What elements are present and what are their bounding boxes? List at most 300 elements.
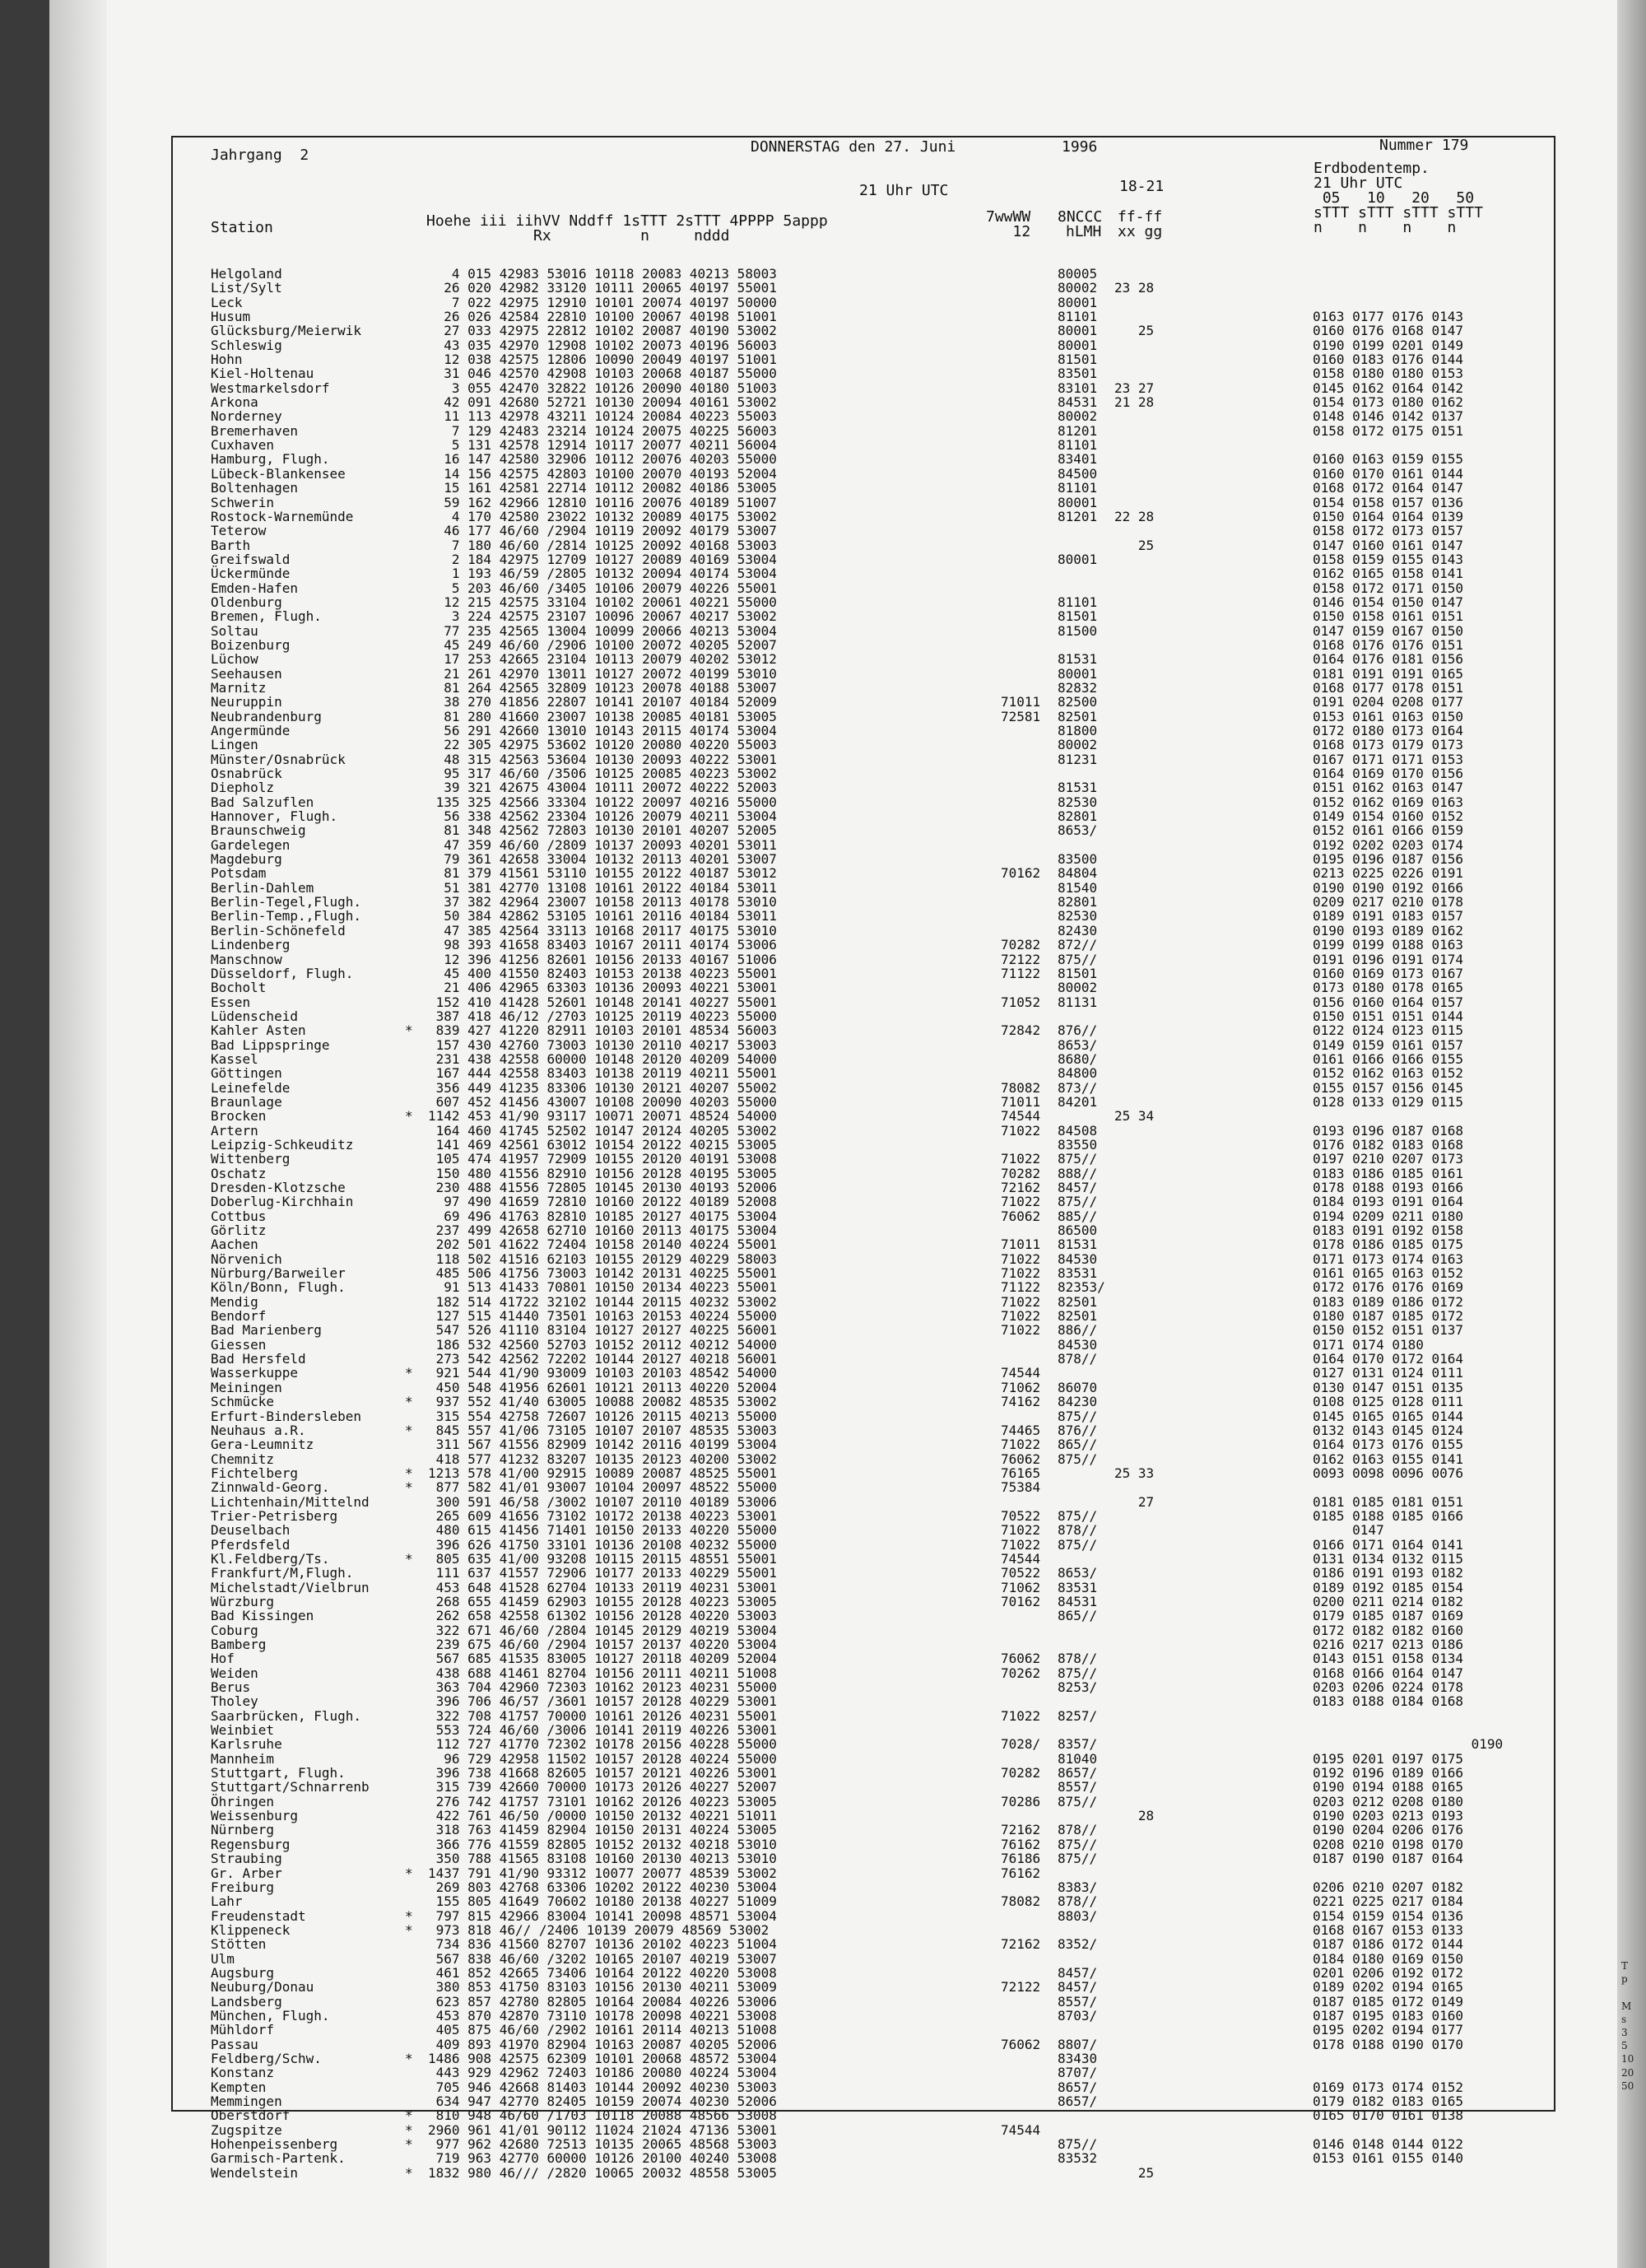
wind-gust: 22 28 (1114, 508, 1155, 524)
soil-temperatures: 0166 0171 0164 0141 (1313, 1536, 1464, 1553)
synop-codes: 37 382 42964 23007 10158 20113 40178 53010 (428, 894, 777, 910)
synop-codes: 81 280 41660 23007 10138 20085 40181 53005 (428, 708, 777, 724)
cloud-group: 886// (1058, 1322, 1098, 1339)
wind-gust: 25 (1114, 537, 1155, 553)
soil-temperatures: 0161 0165 0163 0152 (1313, 1265, 1464, 1282)
station-name: Mühldorf (211, 2022, 275, 2038)
weather-group: 72842 (1001, 1022, 1041, 1039)
cloud-group: 86500 (1058, 1222, 1098, 1239)
cloud-group: 84800 (1058, 1065, 1098, 1082)
soil-temperatures: 0158 0159 0155 0143 (1313, 551, 1464, 567)
synop-codes: 734 836 41560 82707 10136 20102 40223 51004 (428, 1936, 777, 1953)
synop-codes: 322 708 41757 70000 10161 20126 40231 55001 (428, 1707, 777, 1724)
soil-temperatures: 0208 0210 0198 0170 (1313, 1836, 1464, 1852)
soil-temperatures: 0150 0164 0164 0139 (1313, 508, 1464, 524)
soil-temperatures: 0154 0159 0154 0136 (1313, 1907, 1464, 1924)
synop-codes: 387 418 46/12 /2703 10125 20119 40223 55000 (428, 1008, 777, 1024)
station-name: Lüdenscheid (211, 1008, 298, 1024)
soil-temperatures: 0221 0225 0217 0184 (1313, 1893, 1464, 1910)
station-name: Klippeneck (211, 1921, 291, 1938)
soil-temperatures: 0190 0204 0206 0176 (1313, 1822, 1464, 1838)
soil-temperatures: 0147 0160 0161 0147 (1313, 537, 1464, 553)
soil-temperatures: 0160 0170 0161 0144 (1313, 465, 1464, 482)
synop-codes: 380 853 41750 83103 10156 20130 40211 53009 (428, 1979, 777, 1996)
cloud-group: 8803/ (1058, 1907, 1098, 1924)
weather-group: 70282 (1001, 1165, 1041, 1181)
synop-codes: 46 177 46/60 /2904 10119 20092 40179 53007 (428, 523, 777, 539)
soil-temperatures: 0168 0177 0178 0151 (1313, 679, 1464, 696)
cloud-group: 82501 (1058, 1308, 1098, 1325)
soil-temperatures: 0187 0195 0183 0160 (1313, 2007, 1464, 2024)
soil-temperatures: 0187 0186 0172 0144 (1313, 1936, 1464, 1953)
synop-codes: 155 805 41649 70602 10180 20138 40227 51009 (428, 1893, 777, 1910)
soil-temperatures: 0161 0166 0166 0155 (1313, 1050, 1464, 1067)
station-name: Gardelegen (211, 836, 291, 853)
soil-temperatures: 0153 0161 0155 0140 (1313, 2150, 1464, 2167)
weather-group: 75384 (1001, 1479, 1041, 1496)
synop-codes: 81 264 42565 32809 10123 20078 40188 53007 (428, 679, 777, 696)
wind-period: 18-21 (1119, 178, 1165, 195)
synop-codes: 26 026 42584 22810 10100 20067 40198 51001 (428, 309, 777, 325)
synop-codes: 118 502 41516 62103 10155 20129 40229 58003 (428, 1250, 777, 1267)
soil-temperatures: 0203 0212 0208 0180 (1313, 1793, 1464, 1809)
wind-gust-subheader: xx gg (1118, 223, 1163, 240)
synop-codes: 47 385 42564 33113 10168 20117 40175 53010 (428, 922, 777, 938)
margin-fragment: 3 (1621, 2026, 1628, 2038)
cloud-group: 80001 (1058, 551, 1098, 567)
station-name: Westmarkelsdorf (211, 380, 330, 396)
wind-gust: 25 (1114, 2164, 1155, 2181)
synop-codes: 607 452 41456 43007 10108 20090 40203 55000 (428, 1093, 777, 1110)
soil-temperatures: 0190 0193 0189 0162 (1313, 922, 1464, 938)
cloud-group: 875// (1058, 1194, 1098, 1210)
station-name: Ückermünde (211, 566, 291, 582)
synop-codes: 453 648 41528 62704 10133 20119 40231 53001 (428, 1579, 777, 1595)
cloud-group: 84230 (1058, 1394, 1098, 1410)
station-name: Freiburg (211, 1879, 275, 1895)
station-name: Schmücke (211, 1394, 275, 1410)
soil-temperatures: 0192 0202 0203 0174 (1313, 836, 1464, 853)
cloud-group: 83501 (1058, 366, 1098, 382)
wind-gust: 25 34 (1114, 1108, 1155, 1125)
station-name: Angermünde (211, 723, 291, 738)
cloud-group: 83531 (1058, 1265, 1098, 1282)
synop-codes: 839 427 41220 82911 10103 20101 48534 56003 (428, 1022, 777, 1039)
station-name: Potsdam (211, 865, 267, 882)
station-name: Bremen, Flugh. (211, 608, 322, 625)
cloud-group: 81201 (1058, 508, 1098, 524)
station-name: Doberlug-Kirchhain (211, 1194, 354, 1210)
weather-group: 70282 (1001, 937, 1041, 953)
wind-gust: 23 28 (1114, 280, 1155, 296)
synop-codes: 152 410 41428 52601 10148 20141 40227 55001 (428, 994, 777, 1010)
synop-codes: 105 474 41957 72909 10155 20120 40191 53008 (428, 1151, 777, 1167)
cloud-group: 80002 (1058, 280, 1098, 296)
soil-temperatures: 0154 0173 0180 0162 (1313, 394, 1464, 411)
synop-codes: 27 033 42975 22812 10102 20087 40190 53002 (428, 323, 777, 339)
cloud-group: 875// (1058, 2136, 1098, 2153)
station-name: München, Flugh. (211, 2007, 330, 2024)
soil-temperatures: 0194 0209 0211 0180 (1313, 1208, 1464, 1224)
synop-codes: 111 637 41557 72906 10177 20133 40229 55001 (428, 1565, 777, 1581)
weather-group: 72162 (1001, 1822, 1041, 1838)
margin-fragment: 50 (1621, 2079, 1634, 2092)
weather-group: 72122 (1001, 951, 1041, 967)
synop-codes: 21 261 42970 13011 10127 20072 40199 53010 (428, 665, 777, 682)
synop-codes: 12 396 41256 82601 10156 20133 40167 51006 (428, 951, 777, 967)
mountain-marker: * (405, 1907, 413, 1924)
weather-group: 72162 (1001, 1936, 1041, 1953)
cloud-group: 80001 (1058, 337, 1098, 353)
station-name: Gr. Arber (211, 1865, 282, 1881)
weather-group: 72162 (1001, 1180, 1041, 1195)
mountain-marker: * (405, 2050, 413, 2066)
soil-temperatures: 0203 0206 0224 0178 (1313, 1679, 1464, 1696)
cloud-group: 81531 (1058, 1236, 1098, 1253)
soil-temperatures: 0168 0167 0153 0133 (1313, 1921, 1464, 1938)
synop-codes: 443 929 42962 72403 10186 20080 40224 53004 (428, 2065, 777, 2081)
cloud-group: 8557/ (1058, 1779, 1098, 1795)
station-name: Emden-Hafen (211, 580, 298, 596)
soil-temperatures: 0190 0203 0213 0193 (1313, 1808, 1464, 1824)
weather-group: 71022 (1001, 1308, 1041, 1325)
station-name: Glücksburg/Meierwik (211, 323, 362, 339)
soil-temperatures: 0158 0172 0173 0157 (1313, 523, 1464, 539)
soil-temperatures: 0160 0176 0168 0147 (1313, 323, 1464, 339)
cloud-group: 83531 (1058, 1579, 1098, 1595)
binding-gutter (49, 0, 107, 2268)
station-name: Freudenstadt (211, 1907, 306, 1924)
station-name: Görlitz (211, 1222, 267, 1239)
synop-codes: 7 129 42483 23214 10124 20075 40225 56003 (428, 422, 777, 439)
cloud-group: 80002 (1058, 737, 1098, 753)
synop-codes: 42 091 42680 52721 10130 20094 40161 53002 (428, 394, 777, 411)
cloud-group: 885// (1058, 1208, 1098, 1224)
synop-codes: 422 761 46/50 /0000 10150 20132 40221 51011 (428, 1808, 777, 1824)
cloud-group: 875// (1058, 1151, 1098, 1167)
synop-codes: 311 567 41556 82909 10142 20116 40199 53004 (428, 1437, 777, 1453)
weather-group: 76062 (1001, 1208, 1041, 1224)
synop-codes: 265 609 41656 73102 10172 20138 40223 53001 (428, 1507, 777, 1524)
soil-temperatures: 0164 0176 0181 0156 (1313, 651, 1464, 668)
mountain-marker: * (405, 1479, 413, 1496)
synop-codes: 202 501 41622 72404 10158 20140 40224 55001 (428, 1236, 777, 1253)
soil-temperatures: 0160 0163 0159 0155 (1313, 451, 1464, 468)
cloud-group: 876// (1058, 1422, 1098, 1438)
soil-temp-n: n n n n (1314, 219, 1457, 236)
soil-temperatures: 0147 0159 0167 0150 (1313, 622, 1464, 639)
soil-temperatures: 0189 0192 0185 0154 (1313, 1579, 1464, 1595)
station-name: Deuselbach (211, 1522, 291, 1539)
cloud-group: 82430 (1058, 922, 1098, 938)
soil-temperatures: 0186 0191 0193 0182 (1313, 1565, 1464, 1581)
soil-temperatures: 0132 0143 0145 0124 (1313, 1422, 1464, 1438)
cloud-group: 878// (1058, 1893, 1098, 1910)
cloud-group: 84531 (1058, 394, 1098, 411)
synop-codes: 164 460 41745 52502 10147 20124 40205 53002 (428, 1122, 777, 1139)
station-name: Oschatz (211, 1165, 267, 1181)
station-name: Leipzig-Schkeuditz (211, 1136, 354, 1153)
cloud-group: 80002 (1058, 408, 1098, 425)
mountain-marker: * (405, 2121, 413, 2138)
synop-codes: 239 675 46/60 /2904 10157 20137 40220 53004 (428, 1637, 777, 1652)
soil-temperatures: 0143 0151 0158 0134 (1313, 1651, 1464, 1667)
soil-temperatures: 0178 0188 0190 0170 (1313, 2036, 1464, 2052)
station-name: Düsseldorf, Flugh. (211, 965, 354, 981)
mountain-marker: * (405, 2136, 413, 2153)
codes-subheader: Rx n nddd (426, 227, 730, 244)
margin-fragment: 20 (1621, 2066, 1634, 2079)
mountain-marker: * (405, 2164, 413, 2181)
weather-group: 71122 (1001, 965, 1041, 981)
station-name: Cottbus (211, 1208, 267, 1224)
synop-codes: 315 554 42758 72607 10126 20115 40213 55000 (428, 1408, 777, 1424)
station-name: Osnabrück (211, 766, 282, 782)
synop-codes: 2 184 42975 12709 10127 20089 40169 53004 (428, 551, 777, 567)
station-name: Norderney (211, 408, 282, 425)
synop-codes: 231 438 42558 60000 10148 20120 40209 54000 (428, 1050, 777, 1067)
station-name: Öhringen (211, 1793, 275, 1809)
wind-gust: 23 27 (1114, 380, 1155, 396)
cloud-group: 8703/ (1058, 2007, 1098, 2024)
station-name: Lübeck-Blankensee (211, 465, 346, 482)
station-name: Braunlage (211, 1093, 282, 1110)
soil-temperatures: 0127 0131 0124 0111 (1313, 1365, 1464, 1381)
cloud-subheader: hLMH (1066, 223, 1102, 240)
soil-temperatures: 0150 0152 0151 0137 (1313, 1322, 1464, 1339)
synop-codes: 461 852 42665 73406 10164 20122 40220 53008 (428, 1964, 777, 1981)
station-name: Kahler Asten (211, 1022, 306, 1039)
station-name: Münster/Osnabrück (211, 751, 346, 767)
margin-fragment (1621, 1986, 1634, 1999)
synop-codes: 127 515 41440 73501 10163 20153 40224 55000 (428, 1308, 777, 1325)
station-name: Saarbrücken, Flugh. (211, 1707, 362, 1724)
cloud-group: 82530 (1058, 794, 1098, 810)
synop-codes: 396 738 41668 82605 10157 20121 40226 53001 (428, 1765, 777, 1781)
cloud-group: 82353/ (1058, 1279, 1105, 1296)
soil-temperatures: 0179 0182 0183 0165 (1313, 2093, 1464, 2109)
weather-group: 71022 (1001, 1522, 1041, 1539)
cloud-group: 84508 (1058, 1122, 1098, 1139)
cloud-group: 81131 (1058, 994, 1098, 1010)
weather-group: 71022 (1001, 1322, 1041, 1339)
weather-group: 71062 (1001, 1579, 1041, 1595)
soil-temperatures: 0168 0173 0179 0173 (1313, 737, 1464, 753)
synop-codes: 276 742 41757 73101 10162 20126 40223 53005 (428, 1793, 777, 1809)
weather-group: 70282 (1001, 1765, 1041, 1781)
station-name: Helgoland (211, 266, 282, 282)
station-name: Wittenberg (211, 1151, 291, 1167)
soil-temperatures: 0130 0147 0151 0135 (1313, 1379, 1464, 1395)
cloud-group: 875// (1058, 1836, 1098, 1852)
synop-codes: 453 870 42870 73110 10178 20098 40221 53008 (428, 2007, 777, 2024)
cloud-group: 81201 (1058, 422, 1098, 439)
cloud-group: 81531 (1058, 651, 1098, 668)
soil-temp-time: 21 Uhr UTC (1314, 175, 1403, 192)
soil-temperatures: 0152 0161 0166 0159 (1313, 822, 1464, 839)
cloud-group: 83532 (1058, 2150, 1098, 2167)
weather-group: 74544 (1001, 2121, 1041, 2138)
cloud-group: 81101 (1058, 594, 1098, 610)
station-name: Berlin-Schönefeld (211, 922, 346, 938)
synop-codes: 50 384 42862 53105 10161 20116 40184 53011 (428, 908, 777, 924)
soil-temp-title: Erdbodentemp. (1314, 160, 1430, 177)
soil-temperatures: 0158 0172 0171 0150 (1313, 580, 1464, 596)
synop-codes: 167 444 42558 83403 10138 20119 40211 55001 (428, 1065, 777, 1082)
soil-temp-depths: 05 10 20 50 (1314, 189, 1475, 207)
soil-temperatures: 0149 0159 0161 0157 (1313, 1036, 1464, 1053)
cloud-group: 873// (1058, 1079, 1098, 1096)
weather-group: 74544 (1001, 1550, 1041, 1567)
wind-gust: 21 28 (1114, 394, 1155, 411)
synop-codes: 300 591 46/58 /3002 10107 20110 40189 53006 (428, 1493, 777, 1510)
station-name: Wasserkuppe (211, 1365, 298, 1381)
mountain-marker: * (405, 1365, 413, 1381)
soil-temperatures: 0108 0125 0128 0111 (1313, 1394, 1464, 1410)
station-name: Regensburg (211, 1836, 291, 1852)
weather-group: 70262 (1001, 1665, 1041, 1681)
synop-codes: 350 788 41565 83108 10160 20130 40213 53010 (428, 1851, 777, 1867)
cloud-group: 865// (1058, 1608, 1098, 1624)
station-name: Würzburg (211, 1593, 275, 1609)
soil-temperatures: 0160 0169 0173 0167 (1313, 965, 1464, 981)
soil-temperatures: 0163 0177 0176 0143 (1313, 309, 1464, 325)
soil-temperatures: 0152 0162 0169 0163 (1313, 794, 1464, 810)
synop-codes: 7 022 42975 12910 10101 20074 40197 50000 (428, 294, 777, 310)
weather-group: 71022 (1001, 1293, 1041, 1310)
synop-codes: 1486 908 42575 62309 10101 20068 48572 53004 (428, 2050, 777, 2066)
station-name: Leinefelde (211, 1079, 291, 1096)
station-name: Brocken (211, 1108, 267, 1125)
synop-codes: 14 156 42575 42803 10100 20070 40193 52004 (428, 465, 777, 482)
codes-header: Hoehe iii iihVV Nddff 1sTTT 2sTTT 4PPPP 5appp (426, 212, 828, 230)
station-name: Arkona (211, 394, 258, 411)
synop-codes: 877 582 41/01 93007 10104 20097 48522 55000 (428, 1479, 777, 1496)
cloud-group: 84530 (1058, 1336, 1098, 1353)
station-name: Hannover, Flugh. (211, 808, 338, 825)
synop-codes: 322 671 46/60 /2804 10145 20129 40219 53004 (428, 1622, 777, 1638)
station-name: Neuhaus a.R. (211, 1422, 306, 1438)
synop-codes: 11 113 42978 43211 10124 20084 40223 55003 (428, 408, 777, 425)
station-name: Zugspitze (211, 2121, 282, 2138)
station-name: Bad Kissingen (211, 1608, 314, 1624)
synop-codes: 268 655 41459 62903 10155 20128 40223 53005 (428, 1593, 777, 1609)
cloud-group: 8257/ (1058, 1707, 1098, 1724)
soil-temperatures: 0192 0196 0189 0166 (1313, 1765, 1464, 1781)
station-name: Artern (211, 1122, 258, 1139)
soil-temperatures: 0172 0180 0173 0164 (1313, 723, 1464, 738)
station-name: Lichtenhain/Mittelnd (211, 1493, 370, 1510)
soil-temperatures: 0183 0189 0186 0172 (1313, 1293, 1464, 1310)
synop-codes: 45 249 46/60 /2906 10100 20072 40205 52007 (428, 636, 777, 653)
station-name: Berlin-Temp.,Flugh. (211, 908, 362, 924)
station-name: Bad Hersfeld (211, 1351, 306, 1367)
cloud-group: 83500 (1058, 851, 1098, 868)
synop-codes: 45 400 41550 82403 10153 20138 40223 55001 (428, 965, 777, 981)
synop-codes: 21 406 42965 63303 10136 20093 40221 53001 (428, 980, 777, 996)
issue-number: Nummer 179 (1379, 137, 1469, 154)
station-name: Weiden (211, 1665, 258, 1681)
cloud-group: 8253/ (1058, 1679, 1098, 1696)
cloud-group: 875// (1058, 1665, 1098, 1681)
station-name: Teterow (211, 523, 267, 539)
synop-codes: 56 291 42660 13010 10143 20115 40174 53004 (428, 723, 777, 738)
station-name: Nürnberg (211, 1822, 275, 1838)
soil-temperatures: 0153 0161 0163 0150 (1313, 708, 1464, 724)
soil-temperatures: 0154 0158 0157 0136 (1313, 494, 1464, 510)
weather-group: 78082 (1001, 1893, 1041, 1910)
cloud-group: 83550 (1058, 1136, 1098, 1153)
cloud-group: 81040 (1058, 1750, 1098, 1767)
soil-temperatures: 0197 0210 0207 0173 (1313, 1151, 1464, 1167)
synop-codes: 567 838 46/60 /3202 10165 20107 40219 53007 (428, 1950, 777, 1967)
margin-fragment: 5 (1621, 2040, 1628, 2052)
cloud-group: 8357/ (1058, 1736, 1098, 1753)
soil-temperatures: 0152 0162 0163 0152 (1313, 1065, 1464, 1082)
station-name: Soltau (211, 622, 258, 639)
soil-temperatures: 0178 0186 0185 0175 (1313, 1236, 1464, 1253)
synop-codes: 1 193 46/59 /2805 10132 20094 40174 53004 (428, 566, 777, 582)
weather-group: 70522 (1001, 1507, 1041, 1524)
soil-temperatures: 0176 0182 0183 0168 (1313, 1136, 1464, 1153)
soil-temperatures: 0150 0151 0151 0144 (1313, 1008, 1464, 1024)
soil-temperatures: 0156 0160 0164 0157 (1313, 994, 1464, 1010)
synop-codes: 705 946 42668 81403 10144 20092 40230 53003 (428, 2079, 777, 2095)
weather-group: 76062 (1001, 1651, 1041, 1667)
weather-group: 71052 (1001, 994, 1041, 1010)
synop-codes: 77 235 42565 13004 10099 20066 40213 53004 (428, 622, 777, 639)
soil-temperatures: 0187 0185 0172 0149 (1313, 1993, 1464, 2010)
cloud-group: 875// (1058, 1507, 1098, 1524)
station-name: Braunschweig (211, 822, 306, 839)
weather-group: 71022 (1001, 1194, 1041, 1210)
station-name: Kl.Feldberg/Ts. (211, 1550, 330, 1567)
synop-codes: 135 325 42566 33304 10122 20097 40216 55000 (428, 794, 777, 810)
soil-temperatures: 0191 0204 0208 0177 (1313, 694, 1464, 710)
cloud-group: 8352/ (1058, 1936, 1098, 1953)
cloud-group: 80001 (1058, 665, 1098, 682)
synop-codes: 3 055 42470 32822 10126 20090 40180 51003 (428, 380, 777, 396)
station-name: Kassel (211, 1050, 258, 1067)
margin-fragment: s (1621, 2013, 1627, 2025)
cloud-group: 82801 (1058, 894, 1098, 910)
synop-codes: 4 015 42983 53016 10118 20083 40213 58003 (428, 266, 777, 282)
synop-codes: 810 948 46/60 /1703 10118 20088 48566 53008 (428, 2107, 777, 2124)
station-name: Gera-Leumnitz (211, 1437, 314, 1453)
station-name: Frankfurt/M,Flugh. (211, 1565, 354, 1581)
cloud-group: 81231 (1058, 751, 1098, 767)
weather-group: 71022 (1001, 1122, 1041, 1139)
synop-codes: 97 490 41659 72810 10160 20122 40189 52008 (428, 1194, 777, 1210)
synop-codes: 51 381 42770 13108 10161 20122 40184 53011 (428, 879, 777, 896)
station-name: Mannheim (211, 1750, 275, 1767)
synop-codes: 937 552 41/40 63005 10088 20082 48535 53002 (428, 1394, 777, 1410)
soil-temperatures: 0195 0202 0194 0177 (1313, 2022, 1464, 2038)
wind-gust: 25 33 (1114, 1465, 1155, 1481)
station-name: Passau (211, 2036, 258, 2052)
wind-gust: 28 (1114, 1808, 1155, 1824)
weather-group: 7028/ (1001, 1736, 1041, 1753)
station-name: Hohn (211, 352, 243, 368)
cloud-group: 875// (1058, 1536, 1098, 1553)
weather-group: 76186 (1001, 1851, 1041, 1867)
station-name: Augsburg (211, 1964, 275, 1981)
synop-codes: 356 449 41235 83306 10130 20121 40207 55002 (428, 1079, 777, 1096)
wind-gust: 25 (1114, 323, 1155, 339)
station-name: Weissenburg (211, 1808, 298, 1824)
cloud-group: 875// (1058, 1851, 1098, 1867)
station-name: Garmisch-Partenk. (211, 2150, 346, 2167)
